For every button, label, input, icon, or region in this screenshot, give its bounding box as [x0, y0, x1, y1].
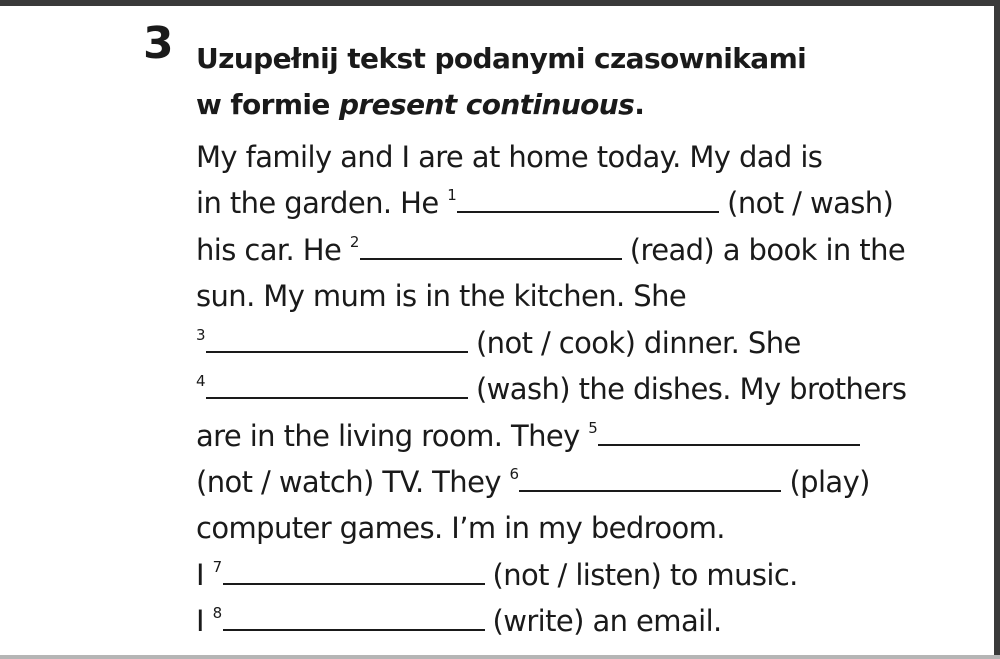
text-line-4: sun. My mum is in the kitchen. She [196, 279, 687, 313]
answer-blank-5[interactable] [598, 443, 860, 446]
text-line-9: computer games. I’m in my bedroom. [196, 511, 725, 545]
instruction-tense: present continuous [338, 88, 635, 121]
instruction-line-1: Uzupełnij tekst podanymi czasownikami [196, 42, 807, 75]
text-line-7: are in the living room. They 5 [196, 419, 868, 459]
instruction-prefix: w formie [196, 88, 339, 121]
bottom-border [0, 655, 1000, 659]
right-border [994, 0, 1000, 659]
answer-blank-2[interactable] [360, 257, 622, 260]
instruction-suffix: . [634, 88, 645, 121]
text-line-3: his car. He 2 (read) a book in the [196, 233, 906, 267]
answer-blank-8[interactable] [223, 628, 485, 631]
gap-number-7: 7 [212, 558, 222, 576]
text-line-6: 4 (wash) the dishes. My brothers [196, 372, 907, 406]
gap-number-2: 2 [349, 233, 359, 251]
text-line-8: (not / watch) TV. They 6 (play) [196, 465, 870, 499]
text-line-5: 3 (not / cook) dinner. She [196, 326, 801, 360]
text-line-11: I 8 (write) an email. [196, 604, 722, 638]
top-border [0, 0, 1000, 6]
gap-number-8: 8 [212, 604, 222, 622]
answer-blank-1[interactable] [457, 210, 719, 213]
exercise-number: 3 [143, 18, 174, 69]
gap-number-6: 6 [509, 465, 519, 483]
answer-blank-7[interactable] [223, 582, 485, 585]
instruction-line-2 [196, 88, 644, 121]
gap-number-5: 5 [588, 419, 598, 437]
gap-number-3: 3 [196, 326, 205, 344]
text-line-10: I 7 (not / listen) to music. [196, 558, 798, 592]
answer-blank-4[interactable] [206, 396, 468, 399]
text-line-1: My family and I are at home today. My dad is [196, 140, 823, 174]
text-line-2: in the garden. He 1 (not / wash) [196, 186, 894, 220]
answer-blank-3[interactable] [206, 350, 468, 353]
answer-blank-6[interactable] [519, 489, 781, 492]
gap-number-4: 4 [196, 372, 205, 390]
gap-number-1: 1 [447, 186, 457, 204]
